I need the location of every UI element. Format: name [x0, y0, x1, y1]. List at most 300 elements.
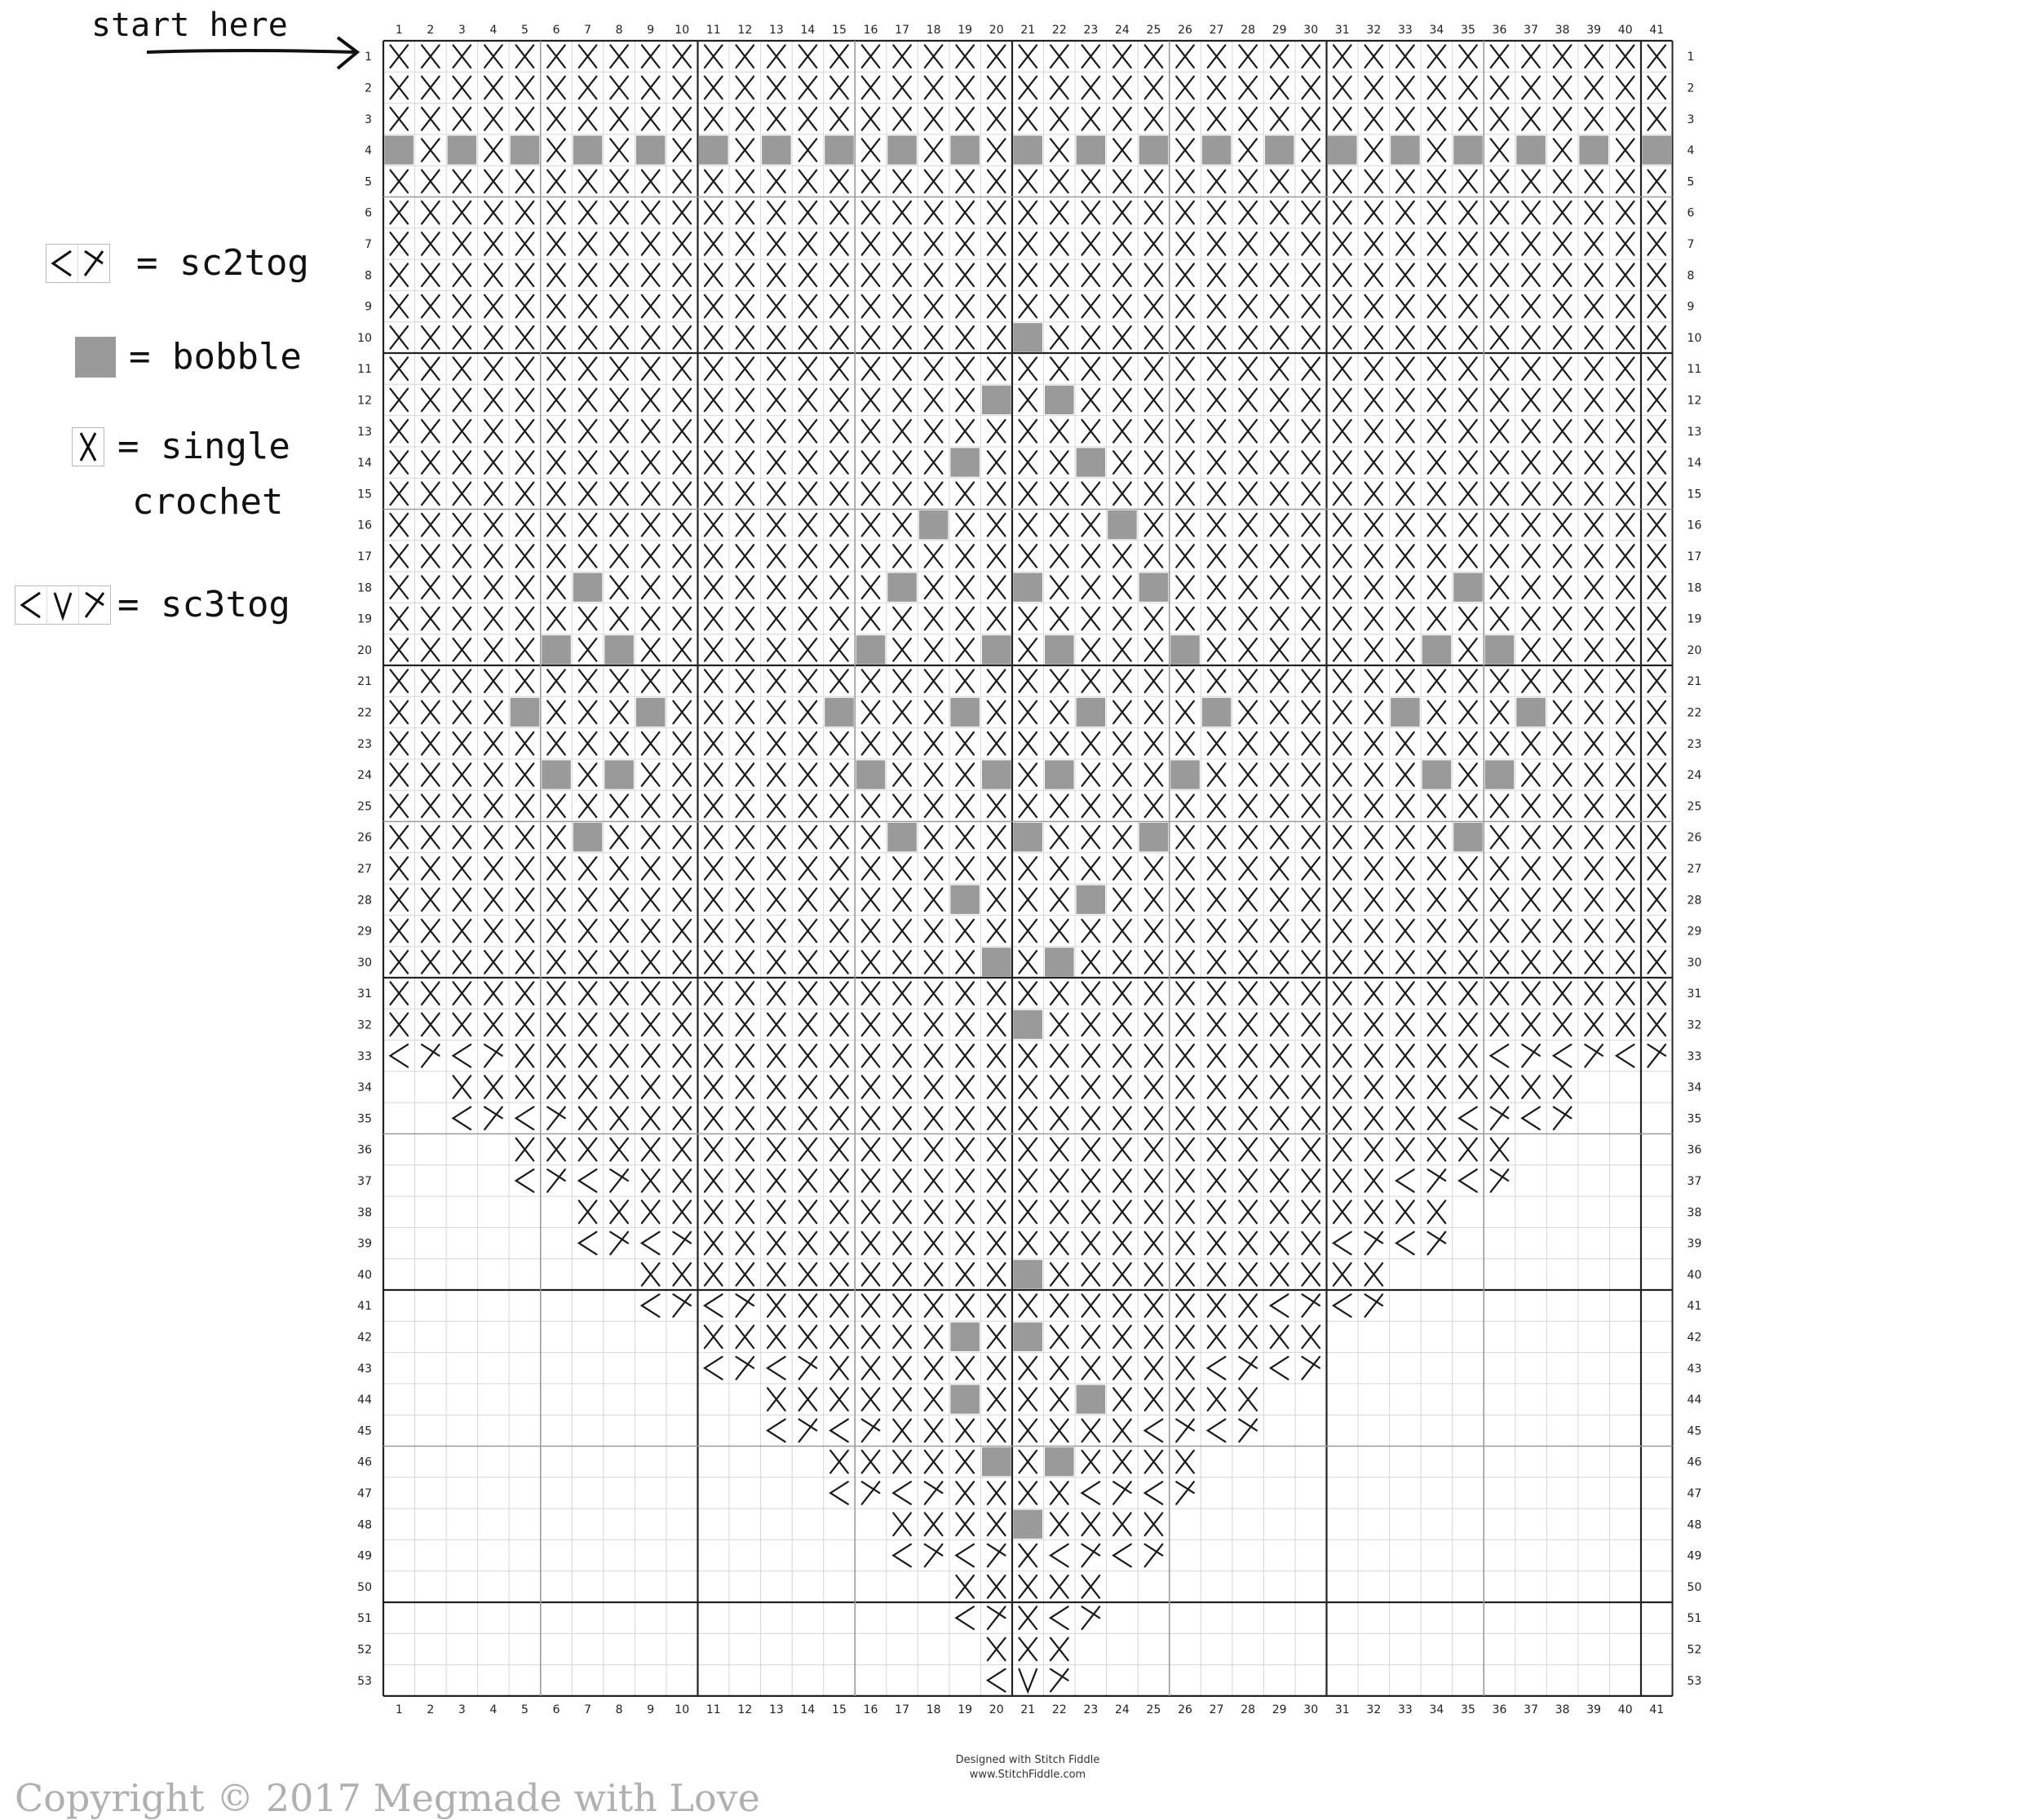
- column-number: 2: [427, 1703, 435, 1716]
- single-crochet-mark: [453, 1076, 471, 1098]
- single-crochet-mark: [956, 1482, 974, 1504]
- single-crochet-mark: [1459, 357, 1477, 380]
- single-crochet-mark: [673, 514, 691, 537]
- single-crochet-mark: [390, 545, 408, 568]
- bobble-mark: [1139, 135, 1169, 164]
- single-crochet-mark: [1145, 263, 1163, 286]
- single-crochet-mark: [1176, 1357, 1194, 1380]
- single-crochet-mark: [1554, 170, 1572, 193]
- single-crochet-mark: [390, 669, 408, 692]
- single-crochet-mark: [1396, 1138, 1414, 1161]
- single-crochet-mark: [1050, 1326, 1068, 1349]
- row-number: 12: [357, 394, 372, 408]
- single-crochet-mark: [956, 826, 974, 849]
- column-number: 22: [1051, 24, 1067, 37]
- single-crochet-mark: [862, 1169, 880, 1192]
- single-crochet-mark: [1554, 701, 1572, 724]
- single-crochet-mark: [390, 951, 408, 974]
- single-crochet-mark: [1396, 795, 1414, 818]
- single-crochet-mark: [1050, 701, 1068, 724]
- single-crochet-mark: [1617, 920, 1634, 943]
- single-crochet-mark: [1302, 982, 1320, 1005]
- single-crochet-mark: [893, 1294, 911, 1317]
- single-crochet-mark: [799, 701, 817, 724]
- single-crochet-mark: [1585, 483, 1603, 506]
- single-crochet-mark: [453, 701, 471, 724]
- legend-bobble-label: = bobble: [129, 336, 302, 378]
- bobble-mark: [1265, 135, 1294, 164]
- single-crochet-mark: [610, 1107, 628, 1130]
- single-crochet-mark: [1082, 732, 1100, 755]
- single-crochet-mark: [484, 763, 502, 786]
- single-crochet-mark: [862, 1014, 880, 1036]
- single-crochet-mark: [830, 1138, 848, 1161]
- single-crochet-mark: [767, 1294, 785, 1317]
- single-crochet-mark: [642, 451, 660, 474]
- bobble-mark: [919, 510, 949, 539]
- bobble-mark: [825, 698, 854, 727]
- single-crochet-mark: [988, 326, 1006, 349]
- row-number: 5: [1687, 175, 1695, 189]
- single-crochet-mark: [1113, 982, 1131, 1005]
- single-crochet-mark: [1271, 201, 1289, 224]
- single-crochet-mark: [1522, 795, 1540, 818]
- sc-tog-right-mark: [1113, 1482, 1131, 1504]
- single-crochet-mark: [1019, 483, 1037, 506]
- single-crochet-mark: [956, 295, 974, 318]
- single-crochet-mark: [1554, 263, 1572, 286]
- sc2tog-symbol-icon: [46, 244, 110, 283]
- single-crochet-mark: [390, 295, 408, 318]
- single-crochet-mark: [1145, 232, 1163, 255]
- single-crochet-mark: [1396, 420, 1414, 443]
- column-number: 16: [863, 24, 878, 37]
- single-crochet-mark: [390, 201, 408, 224]
- row-number: 3: [365, 113, 372, 126]
- single-crochet-mark: [453, 357, 471, 380]
- sc-tog-left-mark: [516, 1169, 534, 1192]
- single-crochet-mark: [1491, 920, 1509, 943]
- single-crochet-mark: [830, 1045, 848, 1067]
- single-crochet-mark: [767, 108, 785, 130]
- row-number: 13: [1687, 425, 1702, 439]
- single-crochet-mark: [610, 545, 628, 568]
- single-crochet-mark: [1145, 170, 1163, 193]
- single-crochet-mark: [830, 1169, 848, 1192]
- single-crochet-mark: [1617, 826, 1634, 849]
- sc-tog-right-mark: [1428, 1169, 1446, 1192]
- single-crochet-mark: [1145, 420, 1163, 443]
- bobble-mark: [1485, 760, 1515, 789]
- sc-tog-right-mark: [673, 1232, 691, 1255]
- single-crochet-mark: [1648, 420, 1665, 443]
- single-crochet-mark: [799, 1076, 817, 1098]
- single-crochet-mark: [1113, 1169, 1131, 1192]
- single-crochet-mark: [925, 1263, 943, 1286]
- single-crochet-mark: [1239, 920, 1257, 943]
- single-crochet-mark: [1554, 545, 1572, 568]
- single-crochet-mark: [799, 483, 817, 506]
- single-crochet-mark: [1491, 732, 1509, 755]
- single-crochet-mark: [956, 108, 974, 130]
- column-number: 4: [489, 1703, 498, 1716]
- single-crochet-mark: [1113, 232, 1131, 255]
- single-crochet-mark: [1271, 389, 1289, 412]
- bobble-mark: [1328, 135, 1357, 164]
- single-crochet-mark: [422, 108, 440, 130]
- single-crochet-mark: [1271, 326, 1289, 349]
- single-crochet-mark: [893, 1357, 911, 1380]
- sc-tog-right-mark: [610, 1232, 628, 1255]
- single-crochet-mark: [453, 576, 471, 599]
- single-crochet-mark: [893, 920, 911, 943]
- single-crochet-mark: [1365, 857, 1383, 880]
- single-crochet-mark: [1396, 1200, 1414, 1223]
- single-crochet-mark: [736, 1169, 754, 1192]
- single-crochet-mark: [1145, 45, 1163, 68]
- single-crochet-mark: [925, 576, 943, 599]
- bobble-mark: [1014, 1010, 1043, 1039]
- single-crochet-mark: [1176, 920, 1194, 943]
- single-crochet-mark: [390, 326, 408, 349]
- single-crochet-mark: [579, 420, 597, 443]
- single-crochet-mark: [1428, 826, 1446, 849]
- single-crochet-mark: [1365, 1169, 1383, 1192]
- single-crochet-mark: [1082, 857, 1100, 880]
- single-crochet-mark: [1459, 920, 1477, 943]
- single-crochet-mark: [956, 263, 974, 286]
- single-crochet-mark: [610, 108, 628, 130]
- single-crochet-mark: [767, 45, 785, 68]
- sc-tog-left-mark: [642, 1294, 660, 1317]
- single-crochet-mark: [484, 732, 502, 755]
- single-crochet-mark: [1554, 1076, 1572, 1098]
- row-number: 53: [1687, 1674, 1702, 1688]
- single-crochet-mark: [1271, 763, 1289, 786]
- single-crochet-mark: [1459, 638, 1477, 661]
- column-number: 11: [705, 24, 721, 37]
- single-crochet-mark: [642, 826, 660, 849]
- row-number: 38: [1687, 1206, 1702, 1220]
- single-crochet-mark: [579, 108, 597, 130]
- row-number: 38: [357, 1206, 372, 1220]
- single-crochet-mark: [893, 857, 911, 880]
- single-crochet-mark: [925, 1014, 943, 1036]
- single-crochet-mark: [453, 232, 471, 255]
- single-crochet-mark: [1050, 1388, 1068, 1411]
- start-here-label: start here: [91, 7, 288, 44]
- single-crochet-mark: [862, 951, 880, 974]
- single-crochet-mark: [1113, 420, 1131, 443]
- single-crochet-mark: [422, 201, 440, 224]
- single-crochet-mark: [1176, 701, 1194, 724]
- single-crochet-mark: [390, 420, 408, 443]
- sc-tog-right-mark: [422, 1045, 440, 1067]
- single-crochet-mark: [1522, 920, 1540, 943]
- bobble-mark: [1108, 510, 1137, 539]
- bobble-mark: [1014, 1323, 1043, 1351]
- row-number: 7: [365, 237, 372, 251]
- column-number: 39: [1586, 24, 1602, 37]
- single-crochet-mark: [390, 263, 408, 286]
- single-crochet-mark: [1239, 669, 1257, 692]
- single-crochet-mark: [767, 451, 785, 474]
- single-crochet-mark: [1302, 201, 1320, 224]
- single-crochet-mark: [642, 982, 660, 1005]
- single-crochet-mark: [1302, 857, 1320, 880]
- single-crochet-mark: [1334, 795, 1351, 818]
- row-number: 39: [1687, 1237, 1702, 1251]
- single-crochet-mark: [516, 1076, 534, 1098]
- single-crochet-mark: [1617, 701, 1634, 724]
- bobble-mark: [1202, 698, 1232, 727]
- single-crochet-mark: [1396, 545, 1414, 568]
- single-crochet-mark: [956, 1169, 974, 1192]
- single-crochet-mark: [1334, 701, 1351, 724]
- row-number: 37: [1687, 1174, 1702, 1188]
- single-crochet-mark: [1145, 888, 1163, 911]
- single-crochet-mark: [516, 826, 534, 849]
- single-crochet-mark: [988, 576, 1006, 599]
- single-crochet-mark: [862, 857, 880, 880]
- single-crochet-mark: [736, 857, 754, 880]
- single-crochet-mark: [610, 1138, 628, 1161]
- single-crochet-mark: [830, 576, 848, 599]
- single-crochet-mark: [925, 232, 943, 255]
- single-crochet-mark: [988, 139, 1006, 161]
- single-crochet-mark: [893, 1451, 911, 1473]
- single-crochet-mark: [1113, 357, 1131, 380]
- single-crochet-mark: [1019, 357, 1037, 380]
- single-crochet-mark: [484, 1014, 502, 1036]
- single-crochet-mark: [988, 1638, 1006, 1661]
- single-crochet-mark: [1491, 45, 1509, 68]
- row-number: 4: [365, 144, 372, 158]
- row-number: 15: [1687, 488, 1702, 501]
- row-number: 27: [357, 862, 372, 876]
- single-crochet-mark: [1082, 1326, 1100, 1349]
- single-crochet-mark: [547, 483, 565, 506]
- single-crochet-mark: [1145, 1513, 1163, 1535]
- single-crochet-mark: [1617, 263, 1634, 286]
- single-crochet-mark: [1428, 795, 1446, 818]
- single-crochet-mark: [579, 982, 597, 1005]
- single-crochet-mark: [767, 77, 785, 99]
- single-crochet-mark: [642, 638, 660, 661]
- single-crochet-mark: [1239, 326, 1257, 349]
- single-crochet-mark: [1145, 1263, 1163, 1286]
- single-crochet-mark: [1145, 1200, 1163, 1223]
- single-crochet-mark: [1617, 669, 1634, 692]
- single-crochet-mark: [862, 295, 880, 318]
- single-crochet-mark: [1050, 1513, 1068, 1535]
- row-number: 36: [1687, 1143, 1702, 1157]
- single-crochet-mark: [390, 232, 408, 255]
- single-crochet-mark: [925, 1451, 943, 1473]
- single-crochet-mark: [1396, 1014, 1414, 1036]
- single-crochet-mark: [1113, 732, 1131, 755]
- single-crochet-mark: [705, 669, 723, 692]
- single-crochet-mark: [1585, 451, 1603, 474]
- single-crochet-mark: [736, 451, 754, 474]
- single-crochet-mark: [1176, 1388, 1194, 1411]
- column-number: 27: [1209, 24, 1224, 37]
- single-crochet-mark: [1554, 483, 1572, 506]
- single-crochet-mark: [1396, 389, 1414, 412]
- single-crochet-mark: [1396, 45, 1414, 68]
- column-number: 8: [615, 24, 623, 37]
- single-crochet-mark: [1522, 982, 1540, 1005]
- single-crochet-mark: [516, 170, 534, 193]
- single-crochet-mark: [736, 920, 754, 943]
- column-number: 14: [800, 1703, 816, 1716]
- single-crochet-mark: [453, 763, 471, 786]
- single-crochet-mark: [1428, 857, 1446, 880]
- column-number: 25: [1146, 24, 1161, 37]
- row-number: 1: [365, 51, 372, 64]
- sc-tog-left-mark: [1491, 1045, 1509, 1067]
- single-crochet-mark: [862, 920, 880, 943]
- single-crochet-mark: [1491, 795, 1509, 818]
- row-number: 33: [1687, 1049, 1702, 1063]
- copyright-text: Copyright © 2017 Megmade with Love: [15, 1776, 760, 1820]
- single-crochet-mark: [1365, 420, 1383, 443]
- single-crochet-mark: [1648, 451, 1665, 474]
- single-crochet-mark: [1145, 1451, 1163, 1473]
- single-crochet-mark: [1334, 1263, 1351, 1286]
- single-crochet-mark: [1113, 857, 1131, 880]
- single-crochet-mark: [799, 638, 817, 661]
- single-crochet-mark: [1176, 1294, 1194, 1317]
- single-crochet-mark: [1522, 483, 1540, 506]
- single-crochet-mark: [1334, 545, 1351, 568]
- single-crochet-mark: [830, 1326, 848, 1349]
- single-crochet-mark: [1050, 576, 1068, 599]
- single-crochet-mark: [1239, 545, 1257, 568]
- single-crochet-mark: [862, 1294, 880, 1317]
- single-crochet-mark: [1019, 170, 1037, 193]
- single-crochet-mark: [422, 576, 440, 599]
- single-crochet-mark: [1082, 638, 1100, 661]
- single-crochet-mark: [830, 1294, 848, 1317]
- single-crochet-mark: [547, 295, 565, 318]
- single-crochet-mark: [610, 420, 628, 443]
- column-number: 26: [1178, 24, 1192, 37]
- single-crochet-mark: [516, 545, 534, 568]
- single-crochet-mark: [1271, 669, 1289, 692]
- single-crochet-mark: [1648, 951, 1665, 974]
- single-crochet-mark: [1365, 201, 1383, 224]
- single-crochet-mark: [422, 483, 440, 506]
- single-crochet-mark: [1334, 732, 1351, 755]
- single-crochet-mark: [988, 170, 1006, 193]
- single-crochet-mark: [799, 951, 817, 974]
- single-crochet-mark: [1082, 545, 1100, 568]
- single-crochet-mark: [579, 1045, 597, 1067]
- single-crochet-mark: [1522, 638, 1540, 661]
- single-crochet-mark: [1428, 1045, 1446, 1067]
- single-crochet-mark: [1208, 232, 1226, 255]
- bobble-mark: [511, 135, 540, 164]
- single-crochet-mark: [767, 1014, 785, 1036]
- single-crochet-mark: [1113, 326, 1131, 349]
- single-crochet-mark: [453, 326, 471, 349]
- single-crochet-mark: [1239, 826, 1257, 849]
- single-crochet-mark: [767, 920, 785, 943]
- single-crochet-mark: [390, 576, 408, 599]
- single-crochet-mark: [925, 1294, 943, 1317]
- single-crochet-mark: [1082, 1232, 1100, 1255]
- single-crochet-mark: [547, 451, 565, 474]
- single-crochet-mark: [1271, 483, 1289, 506]
- single-crochet-mark: [1334, 763, 1351, 786]
- single-crochet-mark: [1459, 982, 1477, 1005]
- single-crochet-mark: [1271, 888, 1289, 911]
- single-crochet-mark: [1491, 357, 1509, 380]
- single-crochet-mark: [1491, 201, 1509, 224]
- single-crochet-mark: [1176, 1169, 1194, 1192]
- single-crochet-mark: [767, 1169, 785, 1192]
- single-crochet-mark: [1334, 514, 1351, 537]
- single-crochet-mark: [1585, 514, 1603, 537]
- single-crochet-mark: [956, 483, 974, 506]
- single-crochet-mark: [1082, 1014, 1100, 1036]
- single-crochet-mark: [422, 295, 440, 318]
- row-number: 27: [1687, 862, 1702, 876]
- single-crochet-mark: [547, 951, 565, 974]
- single-crochet-mark: [956, 545, 974, 568]
- single-crochet-mark: [705, 982, 723, 1005]
- single-crochet-mark: [1648, 514, 1665, 537]
- single-crochet-mark: [1554, 232, 1572, 255]
- single-crochet-mark: [830, 607, 848, 630]
- column-number: 36: [1492, 24, 1507, 37]
- single-crochet-mark: [1302, 1045, 1320, 1067]
- sc-tog-right-mark: [1239, 1420, 1257, 1442]
- single-crochet-mark: [988, 545, 1006, 568]
- single-crochet-mark: [1145, 1232, 1163, 1255]
- single-crochet-mark: [1271, 545, 1289, 568]
- single-crochet-mark: [516, 732, 534, 755]
- single-crochet-mark: [1365, 669, 1383, 692]
- single-crochet-mark: [1239, 982, 1257, 1005]
- single-crochet-mark: [579, 920, 597, 943]
- single-crochet-mark: [673, 1263, 691, 1286]
- single-crochet-mark: [767, 1200, 785, 1223]
- single-crochet-mark: [579, 857, 597, 880]
- single-crochet-mark: [736, 1326, 754, 1349]
- single-crochet-mark: [830, 1014, 848, 1036]
- single-crochet-mark: [673, 826, 691, 849]
- single-crochet-mark: [1208, 982, 1226, 1005]
- legend-bobble: [75, 336, 302, 378]
- single-crochet-mark: [705, 357, 723, 380]
- single-crochet-mark: [1019, 1294, 1037, 1317]
- single-crochet-mark: [1019, 77, 1037, 99]
- single-crochet-mark: [988, 1232, 1006, 1255]
- single-crochet-mark: [893, 232, 911, 255]
- column-number: 31: [1334, 1703, 1350, 1716]
- single-crochet-mark: [1082, 795, 1100, 818]
- single-crochet-mark: [422, 920, 440, 943]
- single-crochet-mark: [1050, 1138, 1068, 1161]
- single-crochet-mark: [862, 483, 880, 506]
- sc-tog-left-mark: [1145, 1482, 1163, 1504]
- single-crochet-mark: [862, 607, 880, 630]
- single-crochet-mark: [1176, 826, 1194, 849]
- single-crochet-mark: [1334, 826, 1351, 849]
- sc-tog-left-mark: [516, 1107, 534, 1130]
